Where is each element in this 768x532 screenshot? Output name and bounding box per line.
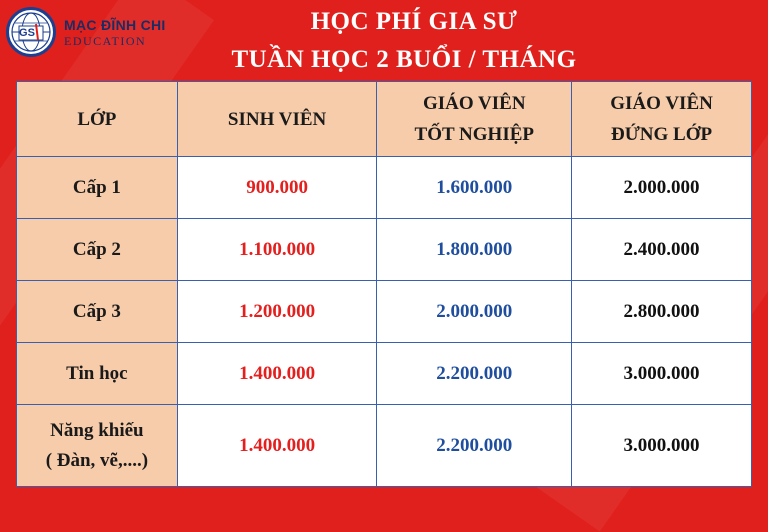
header-gv-tot-nghiep-line1: GIÁO VIÊN: [422, 93, 526, 114]
cell-sinh-vien: 1.400.000: [177, 343, 377, 405]
page-subtitle: TUẦN HỌC 2 BUỔI / THÁNG: [231, 46, 577, 73]
header-gv-dung-lop-line2: ĐỨNG LỚP: [610, 124, 713, 145]
header-gv-dung-lop-line1: GIÁO VIÊN: [610, 93, 713, 114]
cell-gv-dung-lop: 2.800.000: [572, 281, 752, 343]
table-row: [17, 343, 752, 405]
header-gv-dung-lop: [572, 82, 752, 157]
cell-lop: Cấp 1: [17, 157, 178, 219]
cell-lop-line2: ( Đàn, vẽ,....): [45, 449, 149, 471]
cell-gv-tot-nghiep: 2.200.000: [377, 343, 572, 405]
header-gv-tot-nghiep: [377, 82, 572, 157]
header-sinh-vien: SINH VIÊN: [177, 82, 377, 157]
table-row: [17, 405, 752, 487]
header-lop: LỚP: [17, 82, 178, 157]
page-title: HỌC PHÍ GIA SƯ: [310, 8, 518, 35]
header-gv-tot-nghiep-line2: TỐT NGHIỆP: [414, 124, 534, 145]
table-header-row: [17, 82, 752, 157]
cell-gv-dung-lop: 3.000.000: [572, 343, 752, 405]
cell-gv-tot-nghiep: 1.600.000: [377, 157, 572, 219]
cell-gv-tot-nghiep: 2.200.000: [377, 405, 572, 487]
logo-initials: GS: [19, 27, 35, 39]
cell-lop: Cấp 3: [17, 281, 178, 343]
cell-sinh-vien: 1.200.000: [177, 281, 377, 343]
cell-gv-dung-lop: 2.000.000: [572, 157, 752, 219]
table-row: [17, 219, 752, 281]
cell-lop: [17, 405, 178, 487]
cell-gv-tot-nghiep: 2.000.000: [377, 281, 572, 343]
cell-gv-dung-lop: 2.400.000: [572, 219, 752, 281]
brand-subtitle: EDUCATION: [64, 33, 147, 48]
cell-lop-line1: Năng khiếu: [50, 419, 144, 441]
cell-gv-tot-nghiep: 1.800.000: [377, 219, 572, 281]
table-row: [17, 157, 752, 219]
brand-name: MẠC ĐĨNH CHI: [64, 16, 166, 33]
tuition-table: [16, 81, 752, 487]
cell-sinh-vien: 900.000: [177, 157, 377, 219]
cell-lop: Cấp 2: [17, 219, 178, 281]
cell-sinh-vien: 1.400.000: [177, 405, 377, 487]
table-row: [17, 281, 752, 343]
cell-gv-dung-lop: 3.000.000: [572, 405, 752, 487]
cell-sinh-vien: 1.100.000: [177, 219, 377, 281]
cell-lop: Tin học: [17, 343, 178, 405]
